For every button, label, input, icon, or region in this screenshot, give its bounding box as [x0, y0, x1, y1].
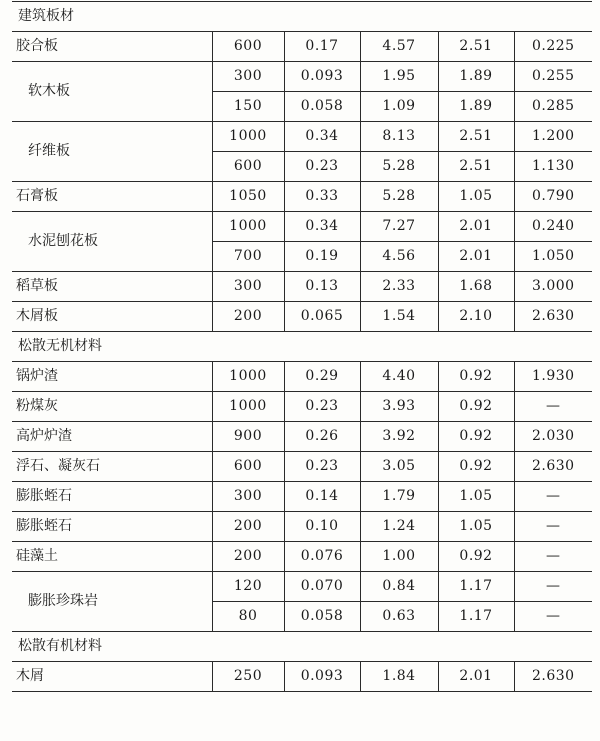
value-cell: — [514, 602, 592, 632]
value-cell: 0.076 [284, 542, 360, 572]
value-cell: 0.13 [284, 272, 360, 302]
material-name: 纤维板 [12, 122, 212, 182]
value-cell: 1.17 [438, 602, 514, 632]
value-cell: 300 [212, 482, 284, 512]
value-cell: 0.23 [284, 152, 360, 182]
value-cell: 200 [212, 512, 284, 542]
value-cell: 0.093 [284, 662, 360, 692]
value-cell: — [514, 542, 592, 572]
table-row [12, 182, 592, 212]
value-cell: 0.84 [360, 572, 438, 602]
value-cell: 0.23 [284, 392, 360, 422]
table-row [12, 62, 592, 92]
value-cell: 0.33 [284, 182, 360, 212]
value-cell: 0.29 [284, 362, 360, 392]
material-name: 稻草板 [12, 272, 212, 302]
material-name: 浮石、凝灰石 [12, 452, 212, 482]
value-cell: 2.33 [360, 272, 438, 302]
value-cell: 2.51 [438, 152, 514, 182]
table-row [12, 302, 592, 332]
value-cell: 80 [212, 602, 284, 632]
table-row [12, 32, 592, 62]
value-cell: 3.93 [360, 392, 438, 422]
value-cell: 2.630 [514, 452, 592, 482]
value-cell: 2.10 [438, 302, 514, 332]
value-cell: 0.285 [514, 92, 592, 122]
value-cell: 2.01 [438, 212, 514, 242]
value-cell: 300 [212, 272, 284, 302]
material-name: 软木板 [12, 62, 212, 122]
value-cell: 0.92 [438, 362, 514, 392]
table-row [12, 422, 592, 452]
value-cell: 4.40 [360, 362, 438, 392]
category-row [12, 332, 592, 362]
value-cell: — [514, 572, 592, 602]
material-name: 高炉炉渣 [12, 422, 212, 452]
value-cell: 600 [212, 152, 284, 182]
value-cell: 1.09 [360, 92, 438, 122]
value-cell: 1.05 [438, 182, 514, 212]
value-cell: 300 [212, 62, 284, 92]
material-name: 粉煤灰 [12, 392, 212, 422]
value-cell: 200 [212, 302, 284, 332]
value-cell: 1000 [212, 392, 284, 422]
value-cell: 1000 [212, 362, 284, 392]
value-cell: 5.28 [360, 152, 438, 182]
value-cell: — [514, 482, 592, 512]
table-row [12, 362, 592, 392]
table-row [12, 392, 592, 422]
value-cell: 1.84 [360, 662, 438, 692]
value-cell: 0.255 [514, 62, 592, 92]
value-cell: 5.28 [360, 182, 438, 212]
value-cell: 2.01 [438, 242, 514, 272]
value-cell: 0.92 [438, 422, 514, 452]
value-cell: 0.070 [284, 572, 360, 602]
value-cell: 0.17 [284, 32, 360, 62]
value-cell: 0.26 [284, 422, 360, 452]
category-label: 建筑板材 [12, 2, 592, 32]
value-cell: 1.24 [360, 512, 438, 542]
value-cell: 250 [212, 662, 284, 692]
value-cell: 1.54 [360, 302, 438, 332]
value-cell: 0.23 [284, 452, 360, 482]
value-cell: 0.63 [360, 602, 438, 632]
value-cell: 0.065 [284, 302, 360, 332]
value-cell: 0.058 [284, 92, 360, 122]
material-name: 胶合板 [12, 32, 212, 62]
value-cell: 0.34 [284, 122, 360, 152]
value-cell: 1.200 [514, 122, 592, 152]
value-cell: 1050 [212, 182, 284, 212]
table-row [12, 572, 592, 602]
material-name: 膨胀珍珠岩 [12, 572, 212, 632]
value-cell: 8.13 [360, 122, 438, 152]
value-cell: 1.05 [438, 512, 514, 542]
value-cell: 4.56 [360, 242, 438, 272]
value-cell: 900 [212, 422, 284, 452]
table-row [12, 512, 592, 542]
material-name: 锅炉渣 [12, 362, 212, 392]
value-cell: 0.92 [438, 542, 514, 572]
value-cell: 2.630 [514, 662, 592, 692]
table-row [12, 542, 592, 572]
table-row [12, 452, 592, 482]
value-cell: 1.05 [438, 482, 514, 512]
material-name: 木屑板 [12, 302, 212, 332]
value-cell: — [514, 512, 592, 542]
value-cell: 0.92 [438, 392, 514, 422]
value-cell: 1.68 [438, 272, 514, 302]
value-cell: 0.92 [438, 452, 514, 482]
value-cell: 1.050 [514, 242, 592, 272]
value-cell: 4.57 [360, 32, 438, 62]
value-cell: 600 [212, 32, 284, 62]
material-properties-table [12, 1, 592, 692]
material-name: 硅藻土 [12, 542, 212, 572]
material-name: 膨胀蛭石 [12, 512, 212, 542]
category-row [12, 632, 592, 662]
value-cell: 2.51 [438, 32, 514, 62]
value-cell: 3.05 [360, 452, 438, 482]
table-row [12, 662, 592, 692]
value-cell: 0.240 [514, 212, 592, 242]
material-name: 膨胀蛭石 [12, 482, 212, 512]
value-cell: 0.19 [284, 242, 360, 272]
value-cell: 2.51 [438, 122, 514, 152]
value-cell: 2.01 [438, 662, 514, 692]
value-cell: 1.17 [438, 572, 514, 602]
value-cell: 1.930 [514, 362, 592, 392]
value-cell: 120 [212, 572, 284, 602]
value-cell: 0.790 [514, 182, 592, 212]
table-row [12, 272, 592, 302]
value-cell: 0.34 [284, 212, 360, 242]
value-cell: 150 [212, 92, 284, 122]
value-cell: 2.630 [514, 302, 592, 332]
value-cell: 200 [212, 542, 284, 572]
value-cell: 1.95 [360, 62, 438, 92]
value-cell: 2.030 [514, 422, 592, 452]
value-cell: 700 [212, 242, 284, 272]
value-cell: 0.058 [284, 602, 360, 632]
category-label: 松散无机材料 [12, 332, 592, 362]
category-row [12, 2, 592, 32]
value-cell: 3.92 [360, 422, 438, 452]
value-cell: 0.10 [284, 512, 360, 542]
value-cell: 1.130 [514, 152, 592, 182]
value-cell: 600 [212, 452, 284, 482]
category-label: 松散有机材料 [12, 632, 592, 662]
value-cell: 0.225 [514, 32, 592, 62]
material-name: 水泥刨花板 [12, 212, 212, 272]
table-row [12, 482, 592, 512]
value-cell: 3.000 [514, 272, 592, 302]
value-cell: 1000 [212, 212, 284, 242]
table-row [12, 212, 592, 242]
value-cell: 0.093 [284, 62, 360, 92]
value-cell: 1.00 [360, 542, 438, 572]
table-row [12, 122, 592, 152]
value-cell: 0.14 [284, 482, 360, 512]
value-cell: 1000 [212, 122, 284, 152]
material-name: 木屑 [12, 662, 212, 692]
value-cell: 7.27 [360, 212, 438, 242]
value-cell: 1.89 [438, 92, 514, 122]
value-cell: 1.79 [360, 482, 438, 512]
value-cell: — [514, 392, 592, 422]
material-name: 石膏板 [12, 182, 212, 212]
value-cell: 1.89 [438, 62, 514, 92]
